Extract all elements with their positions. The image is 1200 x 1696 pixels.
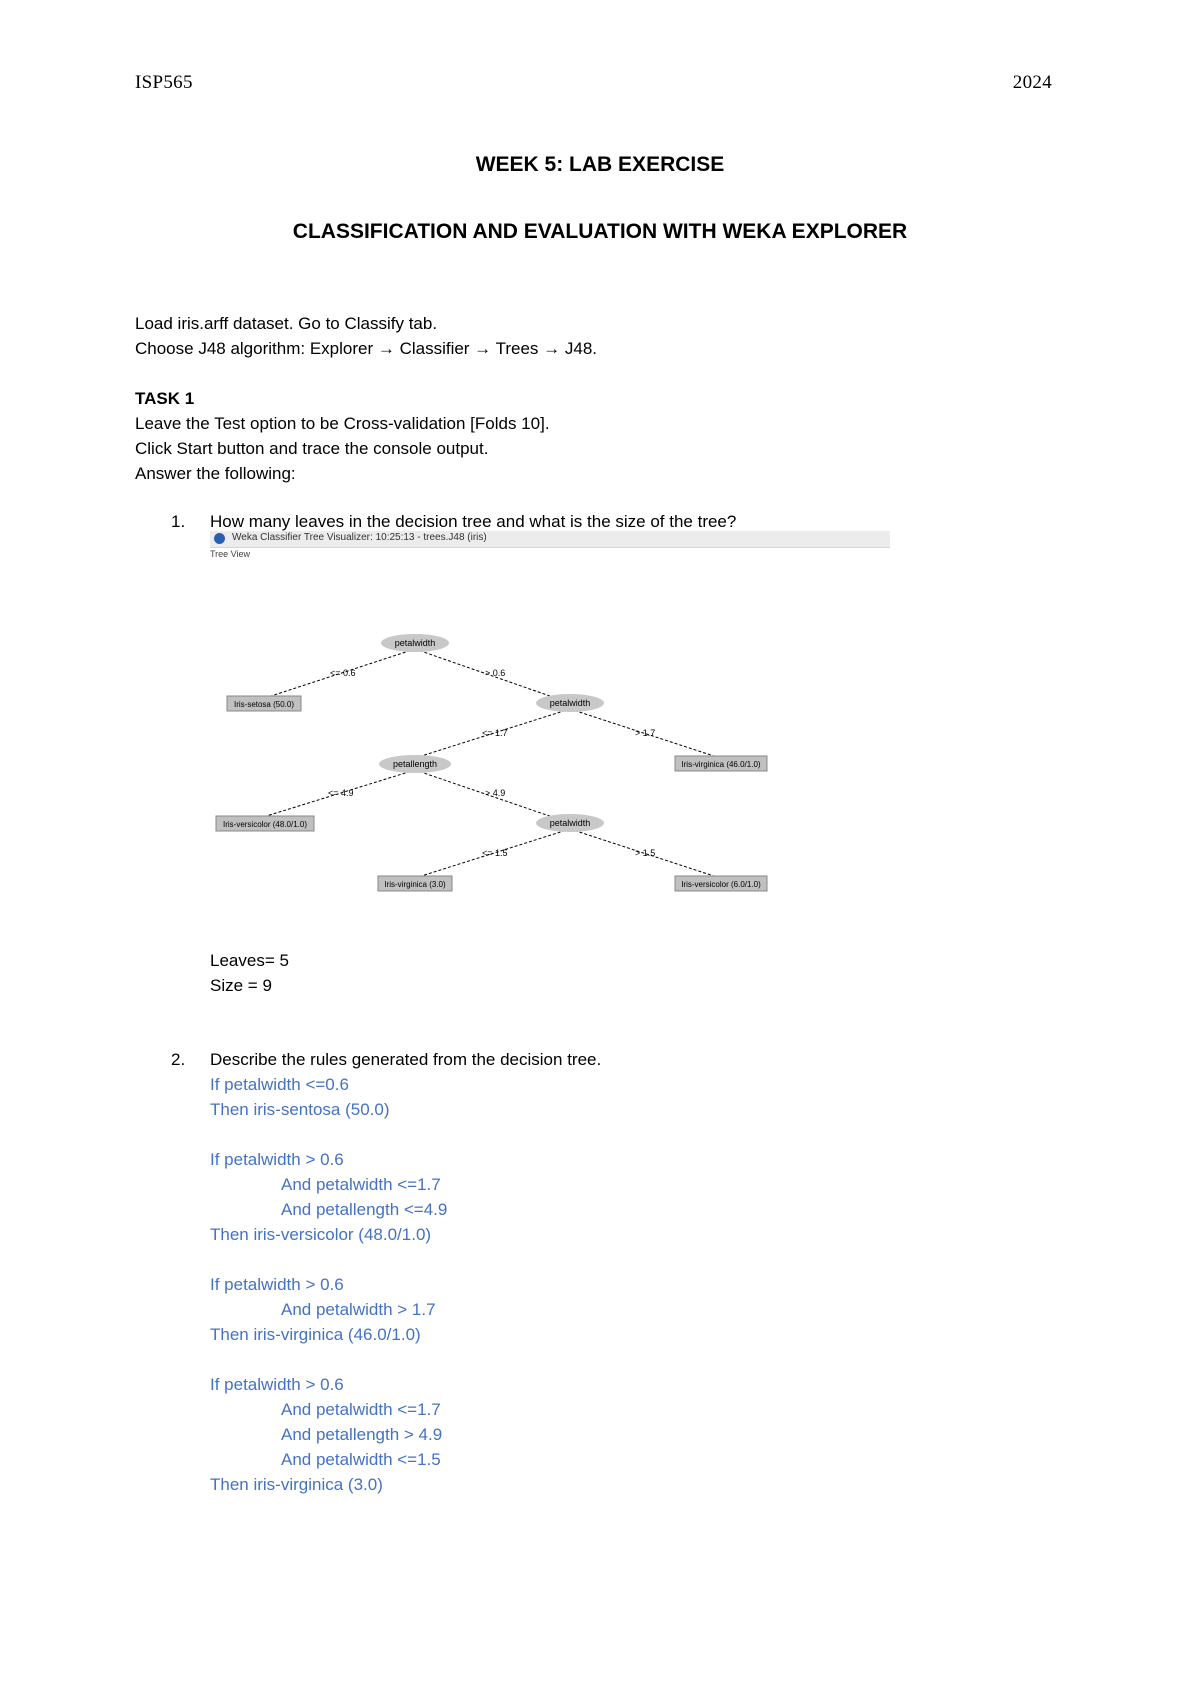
tree-edge-labels	[328, 668, 655, 858]
edge-label: > 4.9	[485, 788, 506, 798]
rule-1-if: If petalwidth <=0.6	[210, 1075, 349, 1094]
question-2-text: Describe the rules generated from the decision tree.	[210, 1050, 602, 1069]
intro-line-2: Choose J48 algorithm: Explorer → Classifier → Trees → J48.	[135, 339, 598, 358]
rule-1-then: Then iris-sentosa (50.0)	[210, 1100, 390, 1119]
tree-node-2	[536, 694, 604, 712]
task1-line-1: Leave the Test option to be Cross-validation [Folds 10].	[135, 414, 550, 433]
tree-leaf-5	[675, 876, 767, 891]
edge-label: <= 4.9	[328, 788, 354, 798]
screenshot-window-title: Weka Classifier Tree Visualizer: 10:25:13 - trees.J48 (iris)	[232, 532, 487, 543]
question-1-number: 1.	[171, 512, 186, 531]
question-1-text: How many leaves in the decision tree and what is the size of the tree?	[210, 512, 737, 531]
tree-node-root	[381, 634, 449, 652]
tree-node-4	[536, 814, 604, 832]
node-label: petalwidth	[394, 638, 436, 648]
task1-line-2: Click Start button and trace the console output.	[135, 439, 489, 458]
page-subtitle: CLASSIFICATION AND EVALUATION WITH WEKA EXPLORER	[292, 220, 908, 243]
tree-edges	[260, 649, 720, 878]
question-2-number: 2.	[171, 1050, 186, 1069]
task1-line-3: Answer the following:	[135, 464, 296, 483]
page-title: WEEK 5: LAB EXERCISE	[475, 153, 725, 176]
rule-2-and: And petallength <=4.9	[281, 1200, 448, 1219]
leaf-label: Iris-setosa (50.0)	[233, 700, 295, 709]
rule-4-and: And petallength > 4.9	[281, 1425, 443, 1444]
rule-3-if: If petalwidth > 0.6	[210, 1275, 344, 1294]
rule-4-if: If petalwidth > 0.6	[210, 1375, 344, 1394]
tree-leaf-4	[378, 876, 452, 891]
rule-3-then: Then iris-virginica (46.0/1.0)	[210, 1325, 421, 1344]
rule-3-and: And petalwidth > 1.7	[281, 1300, 436, 1319]
answer-size: Size = 9	[210, 976, 272, 995]
edge-label: > 0.6	[485, 668, 506, 678]
edge-label: <= 1.5	[482, 848, 508, 858]
leaf-label: Iris-versicolor (48.0/1.0)	[222, 820, 308, 829]
answer-leaves: Leaves= 5	[210, 951, 289, 970]
leaf-label: Iris-virginica (46.0/1.0)	[681, 760, 761, 769]
node-label: petallength	[392, 759, 438, 769]
screenshot-menu-label: Tree View	[210, 549, 251, 559]
task1-heading: TASK 1	[135, 389, 195, 408]
rule-4-and: And petalwidth <=1.7	[281, 1400, 441, 1419]
rule-2-if: If petalwidth > 0.6	[210, 1150, 344, 1169]
edge-label: > 1.7	[635, 728, 656, 738]
tree-node-3	[379, 755, 451, 773]
decision-tree-diagram	[210, 531, 890, 901]
tree-leaf-2	[675, 756, 767, 771]
tree-visualizer-screenshot	[210, 531, 890, 901]
tree-leaf-3	[216, 816, 314, 831]
rule-4-then: Then iris-virginica (3.0)	[210, 1475, 383, 1494]
rule-4-and: And petalwidth <=1.5	[281, 1450, 441, 1469]
header-year: 2024	[1012, 72, 1052, 93]
edge-label: > 1.5	[635, 848, 656, 858]
rule-2-then: Then iris-versicolor (48.0/1.0)	[210, 1225, 432, 1244]
leaf-label: Iris-versicolor (6.0/1.0)	[681, 880, 761, 889]
edge-label: <= 0.6	[330, 668, 356, 678]
rule-2-and: And petalwidth <=1.7	[281, 1175, 441, 1194]
node-label: petalwidth	[549, 818, 591, 828]
intro-line-1: Load iris.arff dataset. Go to Classify tab.	[135, 314, 438, 333]
header-course: ISP565	[135, 72, 193, 93]
leaf-label: Iris-virginica (3.0)	[384, 880, 446, 889]
node-label: petalwidth	[549, 698, 591, 708]
tree-leaf-1	[227, 696, 301, 711]
edge-label: <= 1.7	[482, 728, 508, 738]
